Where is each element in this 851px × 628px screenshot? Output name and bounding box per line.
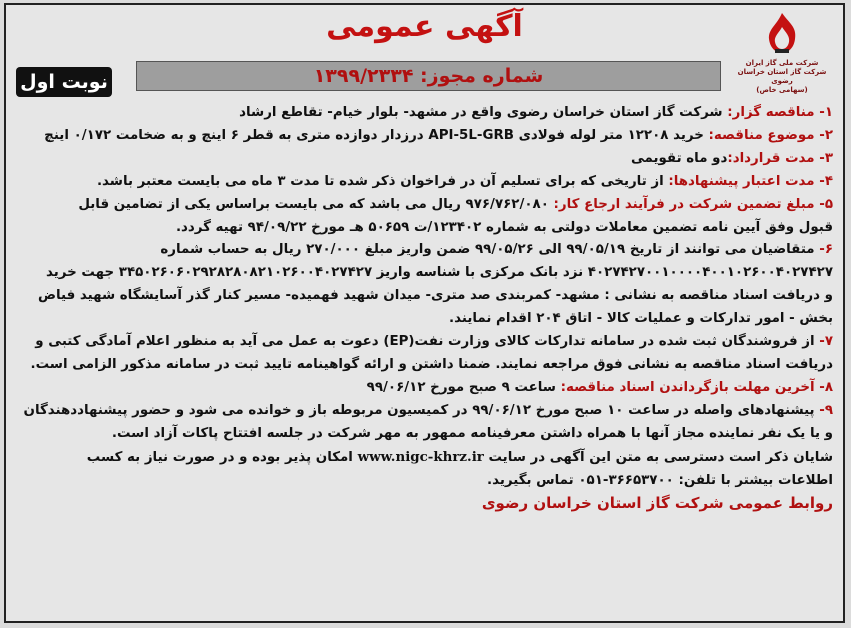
item-6-cont-1: ۴۰۲۷۴۲۷۰۰۱۰۰۰۰۴۰۰۱۰۲۶۰۰۴۰۲۷۴۲۷ نزد بانک مرکزی با شناسه واریز ۳۴۵۰۲۶۰۶۰۲۹۲۸۲۸۰۸۲۱۰۲۶۰۰۴۰۲۷۴۲۷ جهت خرید bbox=[46, 265, 833, 281]
item-text: دو ماه تقویمی bbox=[630, 150, 728, 166]
item-7-cont: دریافت اسناد مناقصه به نشانی فوق مراجعه نمایند. ضمنا داشتن و ارائه گواهینامه تایید ثبت در سامانه مذکور الزامی است. bbox=[30, 356, 833, 372]
item-number: ۲- bbox=[819, 127, 833, 143]
item-label: مدت قرارداد: bbox=[727, 150, 815, 166]
item-label: مناقصه گزار: bbox=[727, 105, 815, 120]
round-badge: نوبت اول bbox=[16, 67, 112, 97]
item-9-cont: و یا یک نفر نماینده مجاز آنها با همراه داشتن معرفینامه ممهور به مهر شرکت در جلسه افتتاح پاکات آزاد است. bbox=[111, 425, 833, 441]
item-text: از فروشندگان ثبت شده در سامانه تدارکات کالای وزارت نفت(EP) دعوت به عمل می آید به منظور اعلام آمادگی کتبی و bbox=[35, 334, 820, 350]
item-label: مدت اعتبار پیشنهادها: bbox=[668, 173, 815, 189]
item-3 bbox=[16, 148, 833, 171]
item-6 bbox=[16, 239, 833, 262]
item-5-cont: قبول وفق آیین نامه تضمین معاملات دولتی به شماره ۱۲۳۴۰۲/ت ۵۰۶۵۹ هـ مورخ ۹۴/۰۹/۲۲ تهیه گردد. bbox=[175, 219, 833, 235]
item-text: پیشنهادهای واصله در ساعت ۱۰ صبح مورخ ۹۹/۰۶/۱۲ در کمیسیون مربوطه باز و خوانده می شود و حضور پیشنهاددهندگان bbox=[23, 402, 820, 418]
item-number: ۷- bbox=[819, 334, 833, 350]
item-7 bbox=[16, 331, 833, 354]
advertisement-frame bbox=[4, 3, 845, 623]
item-number: ۱- bbox=[819, 105, 833, 120]
item-text: ساعت ۹ صبح مورخ ۹۹/۰۶/۱۲ bbox=[366, 379, 561, 395]
item-4 bbox=[16, 171, 833, 194]
item-text: شرکت گاز استان خراسان رضوی واقع در مشهد- بلوار خیام- تقاطع ارشاد bbox=[239, 105, 728, 120]
item-1 bbox=[16, 102, 833, 125]
permit-number: شماره مجوز: ۱۳۹۹/۲۳۳۴ bbox=[136, 61, 721, 91]
item-text: از تاریخی که برای تسلیم آن در فراخوان ذکر شده تا مدت ۳ ماه می بایست معتبر باشد. bbox=[96, 173, 669, 189]
note-text: امکان پذیر بوده و در صورت نیاز به کسب bbox=[86, 449, 358, 465]
logo-org-line1: شرکت ملی گاز ایران bbox=[745, 59, 819, 67]
item-text: ۹۷۶/۷۶۲/۰۸۰ ریال می باشد که می بایست براساس یکی از تضامین قابل bbox=[78, 196, 554, 212]
website-link[interactable]: www.nigc-khrz.ir bbox=[357, 448, 484, 465]
item-number: ۶- bbox=[819, 242, 833, 258]
logo-org-line2: شرکت گاز استان خراسان رضوی bbox=[737, 68, 827, 85]
logo-org-line3: (سهامی خاص) bbox=[756, 86, 808, 94]
header bbox=[6, 5, 843, 97]
item-9 bbox=[16, 400, 833, 423]
website-note bbox=[16, 446, 833, 470]
item-5 bbox=[16, 194, 833, 217]
signature: روابط عمومی شرکت گاز استان خراسان رضوی bbox=[481, 494, 833, 513]
item-text: متقاضیان می توانند از تاریخ ۹۹/۰۵/۱۹ الی ۹۹/۰۵/۲۶ ضمن واریز مبلغ ۲۷۰/۰۰۰ ریال به حساب شماره bbox=[160, 242, 820, 258]
notice-body bbox=[16, 102, 833, 617]
item-label: آخرین مهلت بازگرداندن اسناد مناقصه: bbox=[560, 379, 815, 395]
item-number: ۳- bbox=[819, 150, 833, 166]
item-label: مبلغ تضمین شرکت در فرآیند ارجاع کار: bbox=[553, 196, 815, 212]
item-8 bbox=[16, 377, 833, 400]
item-number: ۹- bbox=[819, 402, 833, 418]
item-6-cont-2: و دریافت اسناد مناقصه به نشانی : مشهد- کمربندی صد متری- میدان شهید فهمیده- مسیر کنار گذر آسایشگاه شهید فیاض bbox=[37, 288, 833, 304]
page-title: آگهی عمومی bbox=[326, 9, 523, 44]
item-label: موضوع مناقصه: bbox=[708, 127, 815, 143]
item-6-cont-3: بخش - امور تدارکات و عملیات کالا - اتاق ۲۰۴ اقدام نمایند. bbox=[449, 311, 833, 327]
item-text: خرید ۱۲۲۰۸ متر لوله فولادی API-5L-GRB درزدار دوازده متری به قطر ۶ اینچ و به ضخامت ۰/۱۷۲ اینچ bbox=[44, 127, 709, 143]
note-text: شایان ذکر است دسترسی به متن این آگهی در سایت bbox=[483, 449, 833, 465]
item-number: ۸- bbox=[819, 379, 833, 395]
phone-note: اطلاعات بیشتر با تلفن: ۳۶۶۵۳۷۰۰-۰۵۱ تماس بگیرید. bbox=[487, 472, 833, 488]
item-number: ۴- bbox=[819, 173, 833, 189]
item-number: ۵- bbox=[819, 196, 833, 212]
item-2 bbox=[16, 125, 833, 148]
